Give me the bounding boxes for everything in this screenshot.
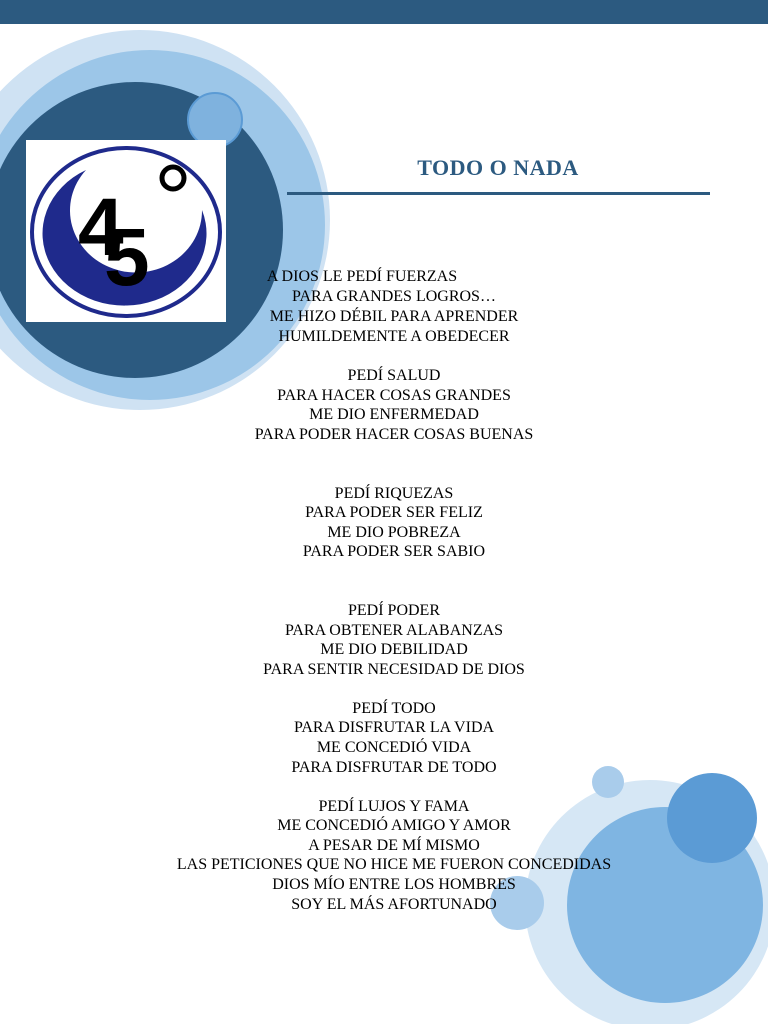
poem-line: SOY EL MÁS AFORTUNADO: [291, 896, 497, 913]
logo-digit-five: 5: [104, 212, 150, 303]
poem-line: PARA PODER SER SABIO: [302, 543, 486, 560]
poem-line: ME DIO DEBILIDAD: [320, 641, 468, 658]
poem-line: PARA GRANDES LOGROS…: [292, 288, 496, 305]
page-title: TODO O NADA: [417, 155, 579, 180]
poem-line: PARA SENTIR NECESIDAD DE DIOS: [263, 661, 525, 678]
poem-line: LAS PETICIONES QUE NO HICE ME FUERON CONCEDIDAS: [176, 856, 612, 873]
poem-line: PARA PODER HACER COSAS BUENAS: [254, 426, 534, 443]
poem-line: PARA OBTENER ALABANZAS: [284, 622, 504, 639]
poem-line: PARA DISFRUTAR LA VIDA: [293, 719, 495, 736]
poem-line: PEDÍ RIQUEZAS: [334, 485, 454, 502]
poem-line: DIOS MÍO ENTRE LOS HOMBRES: [272, 876, 516, 893]
poem-line: ME DIO ENFERMEDAD: [309, 406, 479, 423]
poem-line: PARA DISFRUTAR DE TODO: [291, 759, 497, 776]
poem-line: PEDÍ LUJOS Y FAMA: [318, 798, 470, 815]
poem-line: ME HIZO DÉBIL PARA APRENDER: [269, 308, 519, 325]
poem-line: ME CONCEDIÓ AMIGO Y AMOR: [277, 817, 511, 834]
poem-line: A PESAR DE MÍ MISMO: [308, 837, 480, 854]
poem-line: ME CONCEDIÓ VIDA: [316, 739, 472, 756]
poem-line: PEDÍ PODER: [347, 602, 441, 619]
poem-line: PEDÍ SALUD: [347, 367, 441, 384]
poem-line: A DIOS LE PEDÍ FUERZAS: [266, 268, 458, 285]
poem-line: PARA PODER SER FELIZ: [305, 504, 483, 521]
poem-line: HUMILDEMENTE A OBEDECER: [278, 328, 510, 345]
poem-line: PEDÍ TODO: [352, 700, 436, 717]
poem-line: ME DIO POBREZA: [327, 524, 461, 541]
logo-digit-four: 4: [78, 182, 124, 273]
poem-line: PARA HACER COSAS GRANDES: [277, 387, 511, 404]
